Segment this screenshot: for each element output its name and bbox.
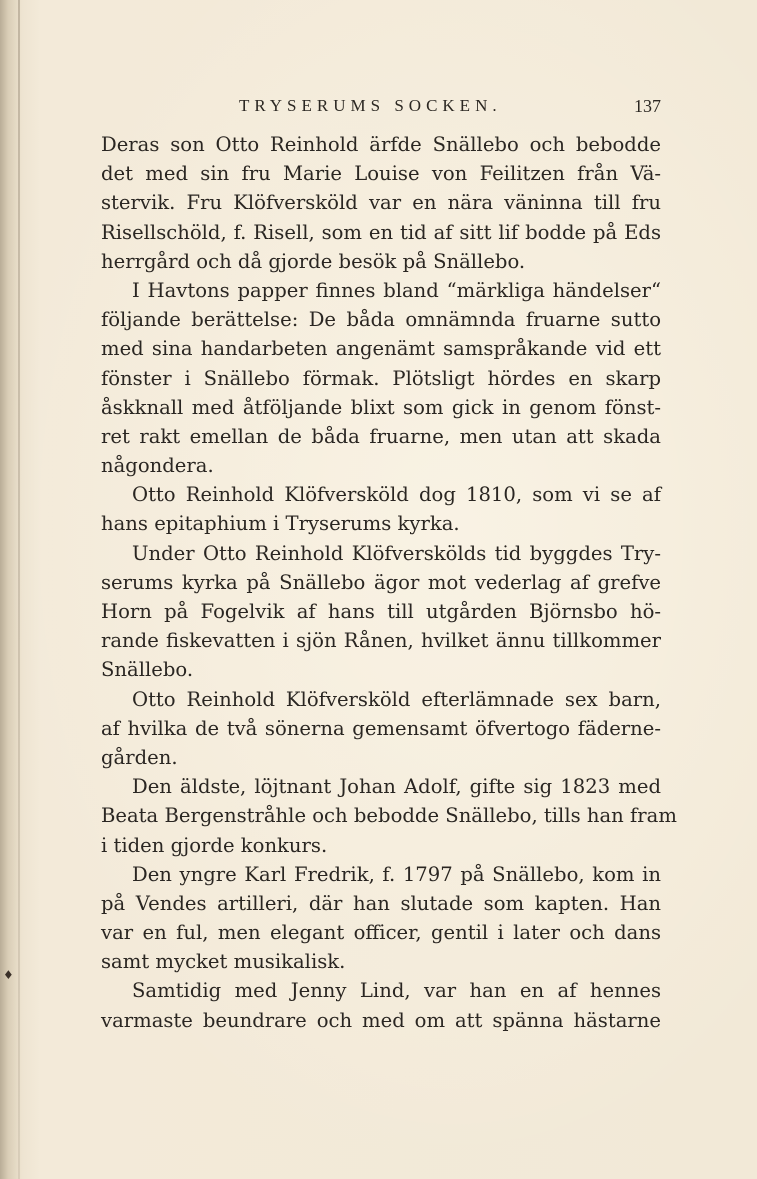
text-line: I Havtons papper finnes bland “märkliga händelser“ — [132, 278, 661, 302]
text-line: serums kyrka på Snällebo ägor mot vederlag af grefve — [101, 570, 661, 594]
text-line: Horn på Fogelvik af hans till utgården Björnsbo hö- — [101, 600, 661, 623]
text-line: af hvilka de två sönerna gemensamt öfvertogo fäderne- — [101, 716, 661, 740]
text-line: på Vendes artilleri, där han slutade som kapten. Han — [101, 891, 661, 915]
text-line: i tiden gjorde konkurs. — [101, 833, 328, 857]
text-line: Deras son Otto Reinhold ärfde Snällebo och bebodde — [101, 133, 661, 156]
text-line: gården. — [101, 745, 178, 769]
text-line: Under Otto Reinhold Klöfverskölds tid byggdes Try- — [132, 541, 661, 565]
margin-mark: ♦ — [3, 968, 14, 982]
running-head: TRYSERUMS SOCKEN. — [239, 96, 502, 115]
text-line: med sina handarbeten angenämt samspråkande vid ett — [101, 337, 661, 361]
text-line: fönster i Snällebo förmak. Plötsligt hördes en skarp — [101, 366, 661, 390]
text-line: hans epitaphium i Tryserums kyrka. — [101, 512, 460, 536]
text-line: Otto Reinhold Klöfversköld efterlämnade sex barn, — [132, 687, 661, 711]
text-line: stervik. Fru Klöfversköld var en nära väninna till fru — [101, 191, 661, 215]
text-line: någondera. — [101, 454, 214, 478]
text-line: följande berättelse: De båda omnämnda fruarne sutto — [101, 308, 661, 332]
text-line: åskknall med åtföljande blixt som gick in genom fönst- — [101, 395, 661, 419]
body-text — [101, 130, 677, 1035]
text-line: var en ful, men elegant officer, gentil i later och dans — [101, 921, 661, 945]
text-line: samt mycket musikalisk. — [101, 950, 346, 974]
text-line: Snällebo. — [101, 658, 194, 682]
text-line: Otto Reinhold Klöfversköld dog 1810, som vi se af — [132, 483, 661, 507]
text-line: det med sin fru Marie Louise von Feilitzen från Vä- — [101, 162, 661, 186]
page-gutter — [18, 0, 20, 1179]
page-header — [101, 94, 661, 120]
text-line: Samtidig med Jenny Lind, var han en af hennes — [132, 979, 661, 1003]
text-line: Den yngre Karl Fredrik, f. 1797 på Snällebo, kom in — [132, 862, 661, 886]
text-line: Den äldste, löjtnant Johan Adolf, gifte sig 1823 med — [132, 775, 661, 799]
text-line: Beata Bergenstråhle och bebodde Snällebo, tills han fram — [101, 804, 677, 828]
text-line: herrgård och då gjorde besök på Snällebo. — [101, 249, 526, 273]
text-line: Risellschöld, f. Risell, som en tid af sitt lif bodde på Eds — [101, 220, 661, 244]
page-number: 137 — [634, 96, 661, 116]
text-line: ret rakt emellan de båda fruarne, men utan att skada — [101, 424, 661, 448]
text-line: varmaste beundrare och med om att spänna hästarne — [101, 1008, 661, 1032]
text-line: rande fiskevatten i sjön Rånen, hvilket ännu tillkommer — [101, 629, 661, 653]
